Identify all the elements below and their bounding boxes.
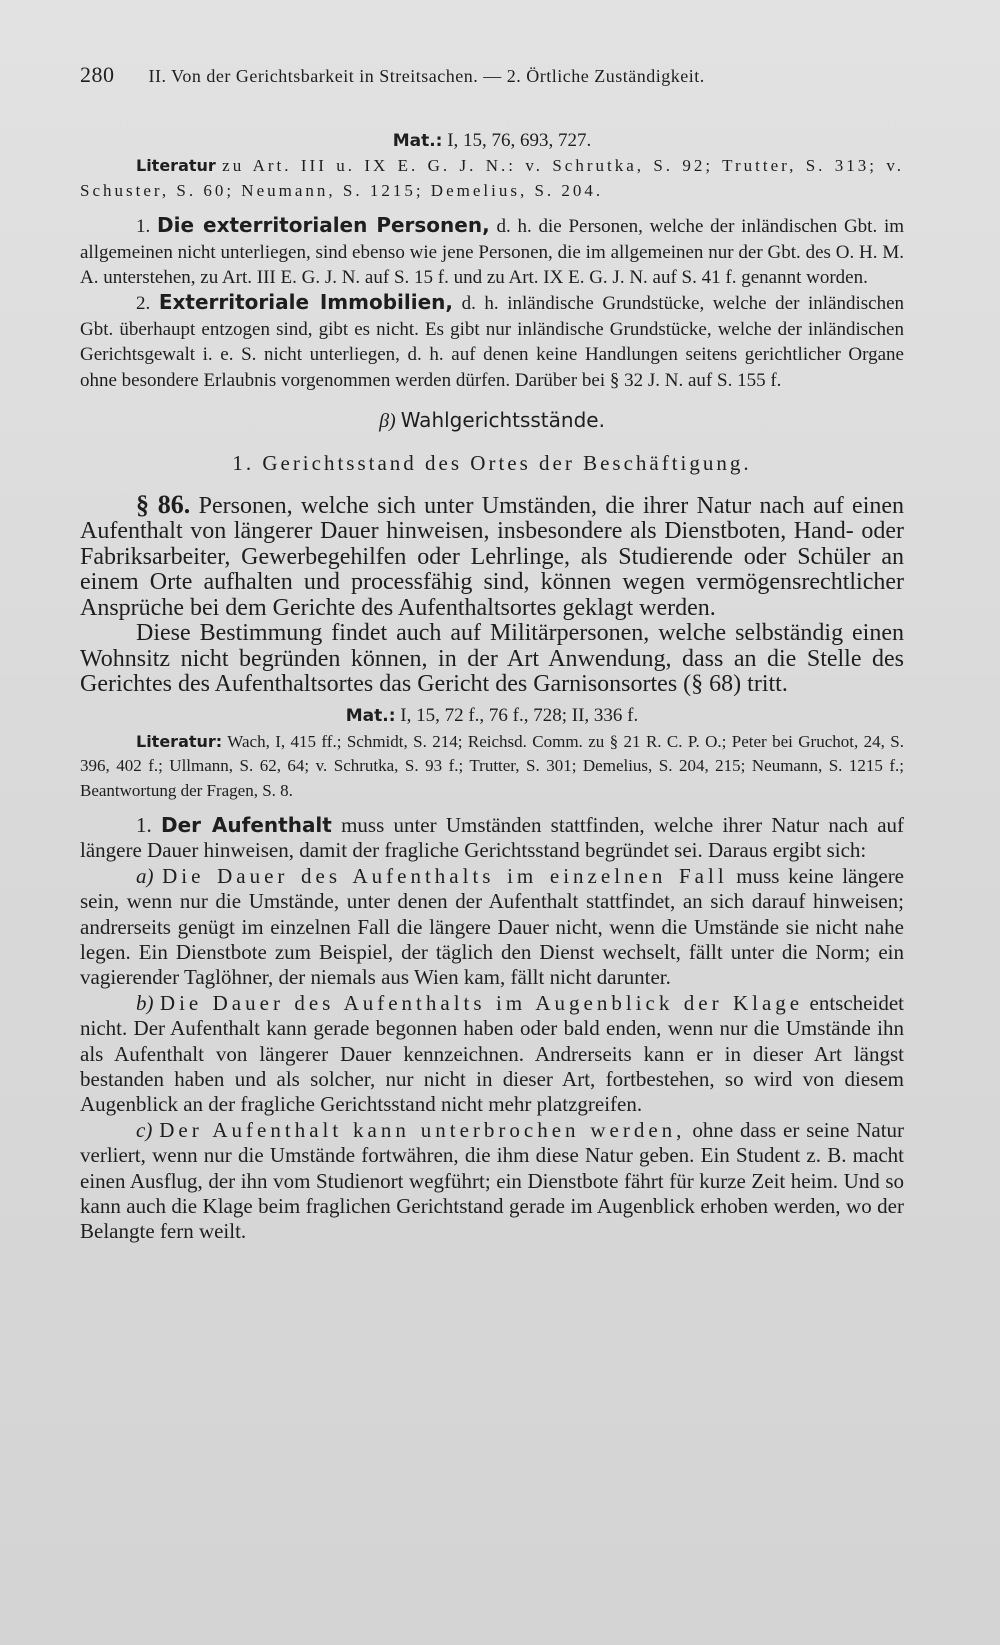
running-header — [80, 62, 904, 88]
commentary-b — [80, 991, 904, 1118]
beta-title: Wahlgerichtsstände. — [400, 408, 605, 433]
para86-text1: Personen, welche sich unter Umständen, die ihrer Natur nach auf einen Aufenthalt von längerer Dauer hinweisen, insbesondere als Dienstboten, Hand- oder Fabriksarbeiter, Gewerbegehilfen oder Lehrlinge, als Studierende oder Schüler an einem Orte aufhalten und processfähig sind, können wegen vermögensrechtlicher Ansprüche bei dem Gerichte des Aufenthaltsortes geklagt werden. — [80, 493, 905, 621]
section-heading-gerichtsstand: 1. Gerichtsstand des Ortes der Beschäftigung. — [232, 451, 752, 476]
paragraph-exterritorial-persons — [80, 213, 904, 290]
p1-heading: Die exterritorialen Personen, — [157, 213, 490, 238]
materials-reference-86 — [80, 703, 904, 729]
commentary-c — [80, 1118, 904, 1245]
p2-number: 2. — [136, 293, 151, 315]
b-heading: Die Dauer des Aufenthalts im Augenblick der Klage — [159, 990, 804, 1015]
b-text: entscheidet nicht. Der Aufenthalt kann gerade begonnen haben oder bald enden, wenn nur die Umstände ihn als Aufenthalt von längerer Dauer kennzeichnen. Andrerseits kann er in dieser Art längst bestanden haben und als solcher, nur nicht in dieser Art, fortbestehen, so wird von diesem Augenblick an der fragliche Gerichtsstand nicht mehr platzgreifen. — [80, 990, 904, 1117]
literature-reference — [80, 154, 904, 203]
literature-label-86: Literatur: — [136, 731, 223, 751]
mat-label-86: Mat.: — [345, 706, 396, 727]
c1-number: 1. — [136, 812, 152, 837]
beta-marker: β) — [379, 410, 396, 433]
mat-text: I, 15, 76, 693, 727. — [447, 130, 592, 151]
mat-text-86: I, 15, 72 f., 76 f., 728; II, 336 f. — [400, 705, 639, 727]
a-heading: Die Dauer des Aufenthalts im einzelnen Fall — [162, 863, 728, 888]
literature-text: zu Art. III u. IX E. G. J. N.: v. Schrutka, S. 92; Trutter, S. 313; v. Schuster, S. 60; Neumann, S. 1215; Demelius, S. 204. — [80, 156, 904, 200]
literature-reference-86 — [80, 730, 904, 803]
p2-text: d. h. inländische Grundstücke, welche der inländischen Gbt. überhaupt entzogen sind, gibt es nicht. Es gibt nur inländische Grundstücke, welche der inländischen Gerichtsgewalt i. e. S. nicht unterliegen, d. h. auf denen keine Handlungen seitens gerichtlicher Organe ohne besondere Erlaubnis vorgenommen werden dürfen. Darüber bei § 32 J. N. auf S. 155 f. — [80, 293, 905, 391]
p1-number: 1. — [136, 216, 151, 238]
p2-heading: Exterritoriale Immobilien, — [158, 290, 453, 315]
paragraph-86-text2: Diese Bestimmung findet auch auf Militärpersonen, welche selbständig einen Wohnsitz nicht begründen können, in der Art Anwendung, dass an die Stelle des Gerichtes des Aufenthaltsortes das Gericht des Garnisonsortes (§ 68) tritt. — [80, 620, 904, 697]
materials-reference — [80, 128, 904, 154]
c1-heading: Der Aufenthalt — [160, 812, 332, 837]
literature-label: Literatur — [136, 156, 216, 176]
commentary-a — [80, 864, 904, 991]
p1-text: d. h. die Personen, welche der inländischen Gbt. im allgemeinen nicht unterliegen, sind ebenso wie jene Personen, die im allgemeinen nur der Gbt. des O. H. M. A. unterstehen, zu Art. III E. G. J. N. auf S. 15 f. und zu Art. IX E. G. J. N. auf S. 41 f. genannt worden. — [80, 216, 905, 289]
mat-label: Mat.: — [392, 131, 443, 151]
paragraph-86-text1 — [80, 492, 904, 621]
c-heading: Der Aufenthalt kann unterbrochen werden, — [159, 1117, 686, 1142]
c1-text: muss unter Umständen stattfinden, welche ihrer Natur nach auf längere Dauer hinweisen, damit der fragliche Gerichtsstand begründet sei. Daraus ergibt sich: — [80, 812, 905, 863]
c-text: ohne dass er seine Natur verliert, wenn nur die Umstände fortwähren, die ihm diese Natur geben. Ein Student z. B. macht einen Ausflug, der ihn vom Studienort wegführt; ein Dienstbote fährt für kurze Zeit heim. Und so kann auch die Klage beim fraglichen Gerichtstand gerade im Augenblick erhoben werden, wo der Belangte fern weilt. — [80, 1117, 905, 1244]
a-text: muss keine längere sein, wenn nur die Umstände, unter denen der Aufenthalt stattfindet, an sich darauf hinweisen; andrerseits genügt im einzelnen Fall die längere Dauer nicht, wenn die Umstände sie nicht nahe legen. Ein Dienstbote zum Beispiel, der täglich den Dienst wechselt, fällt unter die Norm; ein vagierender Taglöhner, der niemals aus Wien kam, fällt nicht darunter. — [80, 863, 905, 990]
commentary-1 — [80, 813, 904, 864]
a-marker: a) — [136, 863, 154, 888]
paragraph-exterritorial-immobilien — [80, 290, 904, 393]
c-marker: c) — [136, 1117, 153, 1142]
b-marker: b) — [136, 990, 154, 1015]
section-heading-beta — [80, 407, 904, 434]
section-sign: § 86. — [136, 490, 191, 520]
running-title: II. Von der Gerichtsbarkeit in Streitsachen. — 2. Örtliche Zuständigkeit. — [148, 66, 705, 86]
page-number: 280 — [80, 62, 115, 87]
literature-text-86: Wach, I, 415 ff.; Schmidt, S. 214; Reichsd. Comm. zu § 21 R. C. P. O.; Peter bei Gruchot, 24, S. 396, 402 f.; Ullmann, S. 62, 64; v. Schrutka, S. 93 f.; Trutter, S. 301; Demelius, S. 204, 215; Neumann, S. 1215 f.; Beantwortung der Fragen, S. 8. — [80, 731, 904, 800]
